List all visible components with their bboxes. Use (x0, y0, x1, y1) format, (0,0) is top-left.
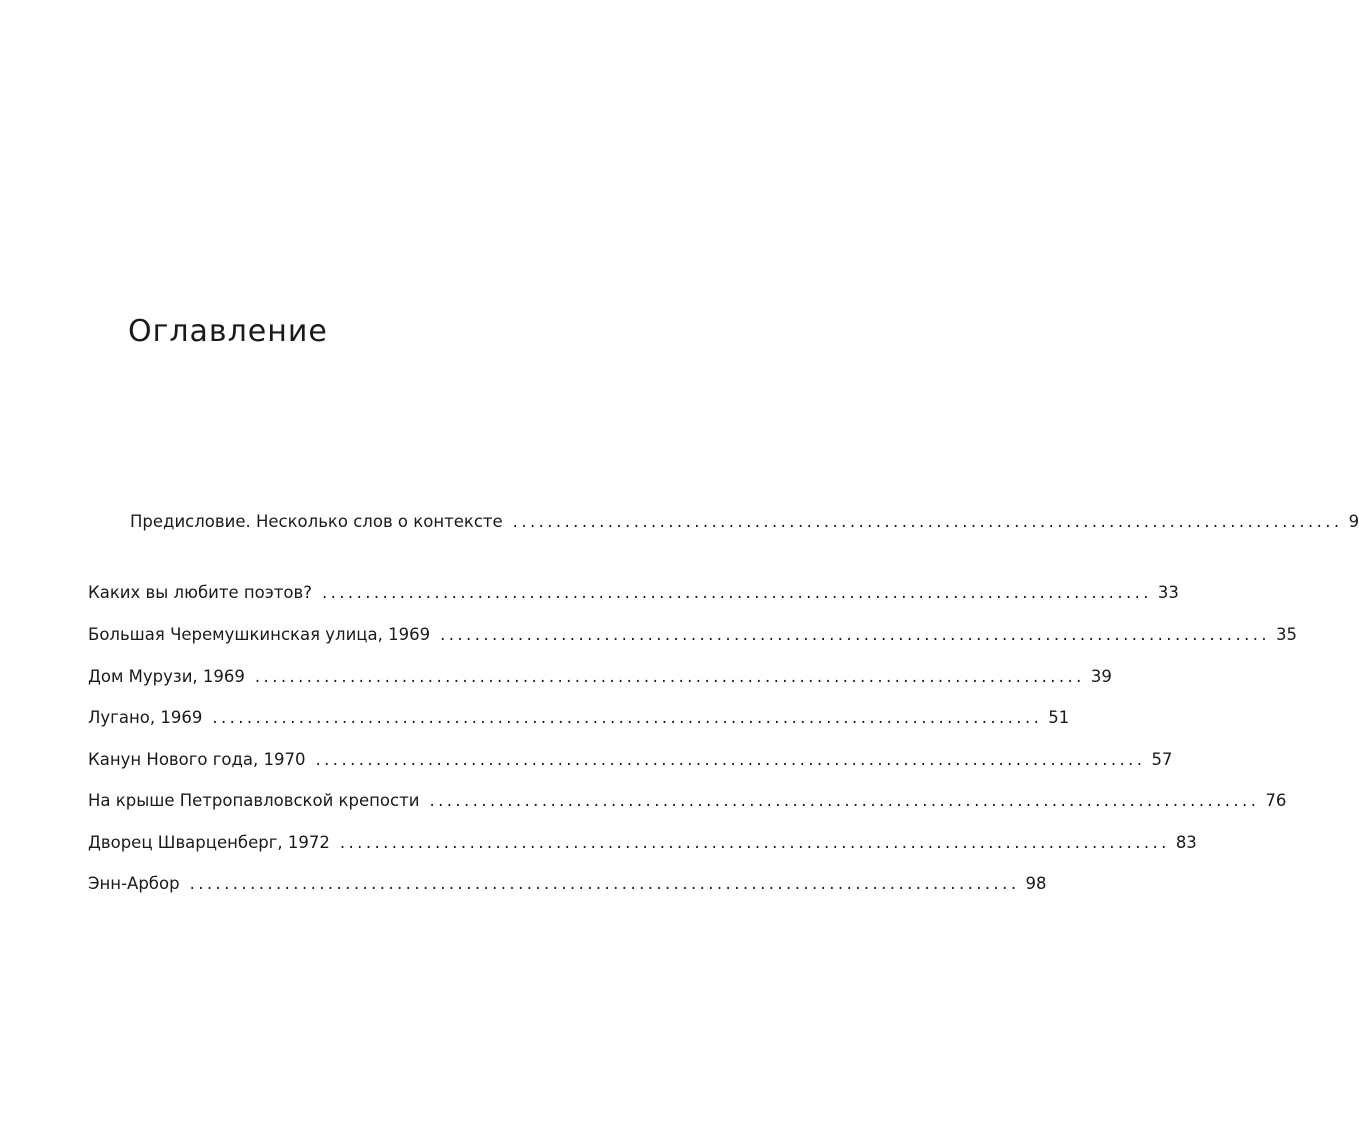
toc-entry-label: Большая Черемушкинская улица, 1969 (88, 625, 431, 644)
toc-entry[interactable] (88, 582, 1179, 604)
toc-entry-label: На крыше Петропавловской крепости (88, 791, 420, 810)
dot-leader: ................................................................................................ (339, 833, 1170, 852)
toc-entry[interactable] (88, 707, 1070, 729)
toc-entry-label: Каких вы любите поэтов? (88, 583, 312, 602)
toc-entry[interactable] (88, 873, 1047, 895)
toc-entry-preface[interactable] (130, 511, 1359, 533)
toc-page-number: 51 (1048, 708, 1070, 727)
toc-entry[interactable] (88, 790, 1287, 812)
toc-page-number: 35 (1276, 625, 1298, 644)
toc-entry-label: Энн-Арбор (88, 874, 180, 893)
dot-leader: ................................................................................................ (315, 750, 1146, 769)
toc-entry[interactable] (88, 832, 1197, 854)
dot-leader: ................................................................................................ (254, 667, 1085, 686)
dot-leader: ................................................................................................ (189, 874, 1020, 893)
toc-entry[interactable] (88, 749, 1173, 771)
dot-leader: ................................................................................................ (212, 708, 1043, 727)
toc-page-number: 76 (1265, 791, 1287, 810)
toc-entry-label: Канун Нового года, 1970 (88, 750, 306, 769)
toc-page-number: 39 (1090, 667, 1112, 686)
toc-page-number: 57 (1151, 750, 1173, 769)
dot-leader: ................................................................................................ (429, 791, 1260, 810)
page-title: Оглавление (128, 314, 328, 349)
toc-page-number: 33 (1157, 583, 1179, 602)
toc-page-number: 83 (1175, 833, 1197, 852)
toc-entry[interactable] (88, 624, 1298, 646)
toc-entry[interactable] (88, 666, 1112, 688)
dot-leader: ................................................................................................ (322, 583, 1152, 602)
toc-page-number: 98 (1025, 874, 1047, 893)
toc-page-number: 9 (1348, 512, 1359, 531)
toc-entry-label: Дом Мурузи, 1969 (88, 667, 245, 686)
toc-entry-label: Дворец Шварценберг, 1972 (88, 833, 330, 852)
toc-entry-label: Предисловие. Несколько слов о контексте (130, 512, 503, 531)
dot-leader: ................................................................................................ (512, 512, 1343, 531)
dot-leader: ................................................................................................ (440, 625, 1271, 644)
toc-entry-label: Лугано, 1969 (88, 708, 203, 727)
